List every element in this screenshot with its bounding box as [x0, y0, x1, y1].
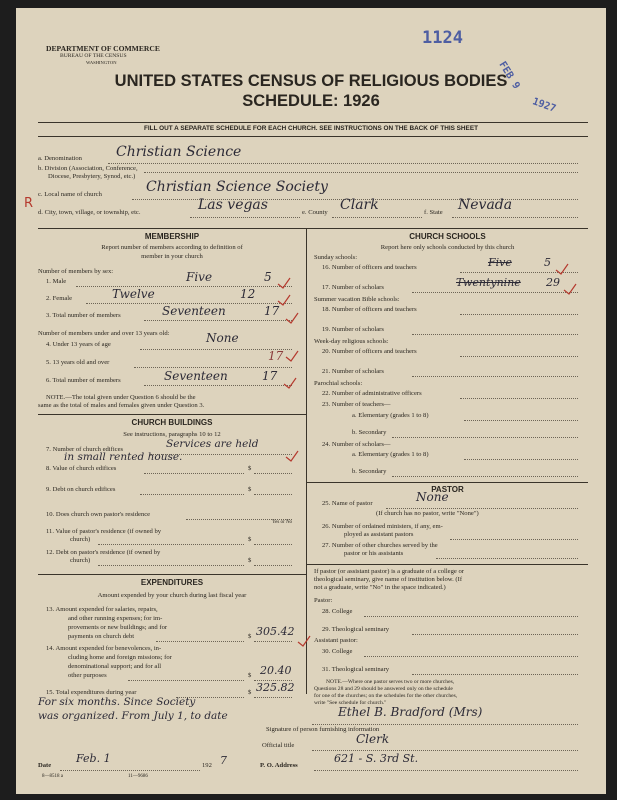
washington-label: WASHINGTON	[86, 60, 117, 65]
buildings-subheading: See instructions, paragraphs 10 to 12	[123, 431, 221, 438]
q6-value-number: 17	[262, 369, 278, 383]
q19-label: 19. Number of scholars	[322, 326, 384, 333]
form-title: UNITED STATES CENSUS OF RELIGIOUS BODIES	[114, 72, 508, 90]
q31-label: 31. Theological seminary	[322, 666, 390, 673]
q3-value-words: Seventeen	[162, 304, 226, 318]
q24a-label: a. Elementary (grades 1 to 8)	[352, 451, 429, 458]
q14-label-4: other purposes	[68, 672, 107, 679]
q25-note: (If church has no pastor, write "None")	[376, 510, 479, 517]
graduate-note-1: If pastor (or assistant pastor) is a graduate of a college or	[314, 568, 464, 575]
q4-value-words: None	[206, 331, 239, 345]
q8-label: 8. Value of church edifices	[46, 465, 117, 472]
date-year-prefix: 192	[202, 762, 212, 769]
state-value: Nevada	[458, 197, 513, 213]
handwritten-note-2: was organized. From July 1, to date	[38, 710, 228, 722]
yes-or-no-label: Yes or No	[272, 520, 293, 525]
membership-note-1: NOTE.—The total given under Question 6 should be the	[46, 394, 196, 401]
signature-label: Signature of person furnishing information	[266, 726, 380, 733]
schools-heading: CHURCH SCHOOLS	[409, 232, 486, 241]
q3-value-number: 17	[264, 304, 280, 318]
q7-value-line-1: Services are held	[166, 438, 259, 450]
schools-intro: Report here only schools conducted by this church	[380, 244, 515, 251]
form-subtitle: SCHEDULE: 1926	[242, 92, 380, 110]
q27-label-1: 27. Number of other churches served by the	[322, 542, 438, 549]
q13-label-4: payments on church debt	[68, 633, 135, 640]
q28-label: 28. College	[322, 608, 353, 615]
county-value: Clark	[340, 197, 379, 213]
q2-value-words: Twelve	[112, 287, 155, 301]
received-stamp-year: 1927	[530, 96, 558, 115]
expenditures-subheading: Amount expended by your church during last fiscal year	[97, 592, 247, 599]
official-title-value: Clerk	[356, 732, 390, 746]
q20-label: 20. Number of officers and teachers	[322, 348, 417, 355]
membership-intro-2: member in your church	[141, 253, 203, 260]
q17-value-number: 29	[546, 276, 560, 289]
q6-value-words: Seventeen	[164, 369, 228, 383]
pastor-subheading: Pastor:	[314, 597, 333, 604]
sunday-schools-label: Sunday schools:	[314, 254, 358, 261]
q11-label-2: church)	[70, 536, 91, 543]
q14-label-1: 14. Amount expended for benevolences, in-	[46, 645, 162, 652]
pastor-note-4: write "See schedule for church."	[314, 700, 387, 706]
graduate-note-3: not a graduate, write "No" in the space indicated.)	[314, 584, 446, 591]
assistant-pastor-subheading: Assistant pastor:	[314, 637, 358, 644]
q12-dollar: $	[248, 557, 252, 564]
q8-dollar: $	[248, 465, 252, 472]
bureau-name: BUREAU OF THE CENSUS	[60, 53, 127, 59]
q27-label-2: pastor or his assistants	[344, 550, 404, 557]
q1-value-number: 5	[264, 270, 272, 284]
q13-dollar: $	[248, 633, 252, 640]
q13-label-1: 13. Amount expended for salaries, repairs,	[46, 606, 158, 613]
membership-intro-1: Report number of members according to definition of	[101, 244, 243, 251]
q14-dollar: $	[248, 672, 252, 679]
red-check-marks	[16, 8, 606, 794]
q14-label-2: cluding home and foreign missions; for	[68, 654, 172, 661]
q17-value-words: Twentynine	[456, 276, 521, 289]
q13-value: 305.42	[256, 625, 295, 638]
signature-value: Ethel B. Bradford (Mrs)	[338, 705, 483, 719]
r-margin-mark: R	[24, 196, 34, 211]
q13-label-3: provements or new buildings; and for	[68, 624, 168, 631]
q14-label-3: denominational support; and for all	[68, 663, 162, 670]
q26-label-2: ployed as assistant pastors	[344, 531, 414, 538]
q7-label: 7. Number of church edifices	[46, 446, 124, 453]
q24-label: 24. Number of scholars—	[322, 441, 391, 448]
q9-dollar: $	[248, 486, 252, 493]
q18-label: 18. Number of officers and teachers	[322, 306, 417, 313]
parochial-schools-label: Parochial schools:	[314, 380, 363, 387]
q14-value: 20.40	[260, 664, 292, 677]
buildings-heading: CHURCH BUILDINGS	[131, 418, 213, 427]
q7-value-line-2: in small rented house.	[64, 451, 183, 463]
q5-label: 5. 13 years old and over	[46, 359, 110, 366]
q23-label: 23. Number of teachers—	[322, 401, 391, 408]
official-title-label: Official title	[262, 742, 295, 749]
q25-value: None	[416, 490, 449, 504]
pastor-heading: PASTOR	[431, 485, 464, 494]
q26-label-1: 26. Number of ordained ministers, if any, em-	[322, 523, 443, 530]
form-code-2: 11—9686	[128, 774, 148, 779]
local-name-value: Christian Science Society	[146, 179, 328, 195]
q12-label-2: church)	[70, 557, 91, 564]
q24b-label: b. Secondary	[352, 468, 387, 475]
division-label: b. Division (Association, Conference,	[38, 165, 138, 172]
q21-label: 21. Number of scholars	[322, 368, 384, 375]
q23b-label: b. Secondary	[352, 429, 387, 436]
weekday-schools-label: Week-day religious schools:	[314, 338, 389, 345]
expenditures-heading: EXPENDITURES	[140, 578, 204, 587]
q12-label: 12. Debt on pastor's residence (if owned by	[46, 549, 161, 556]
membership-heading: MEMBERSHIP	[144, 232, 200, 241]
q1-label: 1. Male	[46, 278, 67, 285]
schedule-number: 1124	[422, 28, 463, 48]
by-sex-label: Number of members by sex:	[38, 268, 114, 275]
q17-label: 17. Number of scholars	[322, 284, 384, 291]
q23a-label: a. Elementary (grades 1 to 8)	[352, 412, 429, 419]
summer-schools-label: Summer vacation Bible schools:	[314, 296, 400, 303]
q11-dollar: $	[248, 536, 252, 543]
denomination-value: Christian Science	[116, 144, 242, 160]
date-year-digit: 7	[220, 754, 227, 767]
date-label: Date	[38, 762, 52, 769]
q16-label: 16. Number of officers and teachers	[322, 264, 417, 271]
q5-value-number: 17	[268, 349, 284, 363]
pastor-note-1: NOTE.—Where one pastor serves two or more churches,	[326, 679, 455, 685]
q15-label: 15. Total expenditures during year	[46, 689, 137, 696]
po-address-label: P. O. Address	[260, 762, 298, 769]
q11-label: 11. Value of pastor's residence (if owned by	[46, 528, 162, 535]
po-address-value: 621 - S. 3rd St.	[334, 752, 419, 765]
census-schedule-sheet	[16, 8, 606, 794]
state-label: f. State	[424, 209, 443, 216]
date-value: Feb. 1	[76, 752, 111, 765]
fill-instruction: FILL OUT A SEPARATE SCHEDULE FOR EACH CHURCH. SEE INSTRUCTIONS ON THE BACK OF THIS SHEET	[144, 125, 478, 132]
received-stamp-date: FEB 9	[496, 59, 522, 92]
pastor-note-2: Questions 28 and 29 should be answered only on the schedule	[314, 686, 453, 692]
q15-value: 325.82	[256, 681, 295, 694]
handwritten-note-1: For six months. Since Society	[38, 696, 196, 708]
q15-dollar: $	[248, 689, 252, 696]
q13-label-2: and other running expenses; for im-	[68, 615, 163, 622]
q16-value-words: Five	[488, 256, 512, 269]
q16-value-number: 5	[544, 256, 551, 269]
q10-label: 10. Does church own pastor's residence	[46, 511, 151, 518]
q9-label: 9. Debt on church edifices	[46, 486, 116, 493]
q3-label: 3. Total number of members	[46, 312, 121, 319]
department-name: DEPARTMENT OF COMMERCE	[46, 44, 160, 53]
city-value: Las vegas	[198, 197, 268, 213]
q2-value-number: 12	[240, 287, 256, 301]
q6-label: 6. Total number of members	[46, 377, 121, 384]
q25-label: 25. Name of pastor	[322, 500, 373, 507]
division-label-2: Diocese, Presbytery, Synod, etc.)	[48, 173, 136, 180]
age-intro-label: Number of members under and over 13 years old:	[38, 330, 170, 337]
q2-label: 2. Female	[46, 295, 73, 302]
pastor-note-3: for one of the churches; on the schedules for the other churches,	[314, 693, 458, 699]
local-name-label: c. Local name of church	[38, 191, 102, 198]
county-label: e. County	[302, 209, 328, 216]
q22-label: 22. Number of administrative officers	[322, 390, 422, 397]
q1-value-words: Five	[186, 270, 213, 284]
form-code-1: 8—8518 a	[42, 774, 63, 779]
q29-label: 29. Theological seminary	[322, 626, 390, 633]
city-label: d. City, town, village, or township, etc.	[38, 209, 141, 216]
denomination-label: a. Denomination	[38, 155, 82, 162]
graduate-note-2: theological seminary, give name of institution below. (If	[314, 576, 463, 583]
q4-label: 4. Under 13 years of age	[46, 341, 111, 348]
membership-note-2: same as the total of males and females given under Question 3.	[38, 402, 205, 409]
q30-label: 30. College	[322, 648, 353, 655]
